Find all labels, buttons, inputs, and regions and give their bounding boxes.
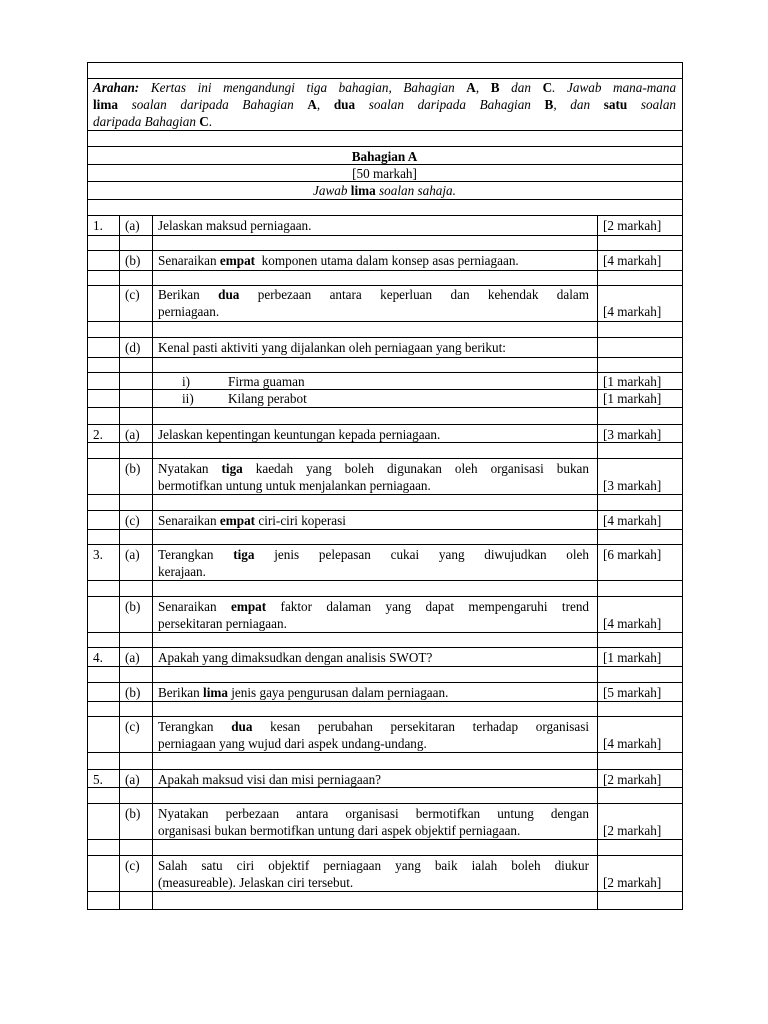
q2-number: 2. [93, 427, 103, 442]
q3-number: 3. [93, 547, 103, 562]
table-rule [87, 270, 683, 271]
q1a-label: (a) [125, 218, 140, 233]
q4c-label: (c) [125, 719, 140, 734]
q5c-marks: [2 markah] [603, 875, 662, 890]
table-rule [87, 337, 683, 338]
q1b-text: Senaraikan empat komponen utama dalam konsep asas perniagaan. [158, 253, 519, 268]
q2b-text-2: bermotifkan untung untuk menjalankan perniagaan. [158, 478, 431, 493]
table-rule [87, 250, 683, 251]
table-rule [87, 458, 683, 459]
table-rule [87, 494, 683, 495]
table-rule [682, 62, 683, 910]
q4c-text-1: Terangkan dua kesan perubahan persekitaran terhadap organisasi [158, 719, 590, 734]
q5b-text-2: organisasi bukan bermotifkan untung dari aspek objektif perniagaan. [158, 823, 521, 838]
q5c-text-2: (measureable). Jelaskan ciri tersebut. [158, 875, 354, 890]
q4-number: 4. [93, 650, 103, 665]
q1b-marks: [4 markah] [603, 253, 662, 268]
q4c-text-2: perniagaan yang wujud dari aspek undang-undang. [158, 736, 427, 751]
table-rule [87, 580, 683, 581]
q1d-text: Kenal pasti aktiviti yang dijalankan oleh perniagaan yang berikut: [158, 340, 506, 355]
table-rule [87, 235, 683, 236]
q1a-marks: [2 markah] [603, 218, 662, 233]
q3a-text-2: kerajaan. [158, 564, 206, 579]
instructions-line-2: lima soalan daripada Bahagian A, dua soalan daripada Bahagian B, dan satu soalan [93, 97, 677, 112]
section-title: Bahagian A [351, 149, 418, 164]
table-rule [87, 215, 683, 216]
table-rule [87, 682, 683, 683]
q4a-label: (a) [125, 650, 140, 665]
q3b-text-2: persekitaran perniagaan. [158, 616, 287, 631]
table-rule [87, 666, 683, 667]
table-rule [87, 632, 683, 633]
table-rule [152, 215, 153, 909]
table-rule [87, 647, 683, 648]
q2c-text: Senaraikan empat ciri-ciri koperasi [158, 513, 346, 528]
table-rule [119, 215, 120, 909]
q1d-item-2-marks: [1 markah] [603, 391, 662, 406]
q4b-marks: [5 markah] [603, 685, 662, 700]
q2a-label: (a) [125, 427, 140, 442]
table-rule [87, 596, 683, 597]
q5a-text: Apakah maksud visi dan misi perniagaan? [158, 772, 382, 787]
q2c-label: (c) [125, 513, 140, 528]
q5c-label: (c) [125, 858, 140, 873]
q1b-label: (b) [125, 253, 141, 268]
q1c-text-2: perniagaan. [158, 304, 220, 319]
q1c-text-1: Berikan dua perbezaan antara keperluan dan kehendak dalam [158, 287, 590, 302]
table-rule [87, 62, 683, 63]
table-rule [87, 769, 683, 770]
table-rule [87, 716, 683, 717]
q1a-text: Jelaskan maksud perniagaan. [158, 218, 312, 233]
q5a-marks: [2 markah] [603, 772, 662, 787]
table-rule [87, 891, 683, 892]
q1d-item-1-marks: [1 markah] [603, 374, 662, 389]
table-rule [87, 130, 683, 131]
table-rule [597, 215, 598, 909]
table-rule [87, 424, 683, 425]
q5b-text-1: Nyatakan perbezaan antara organisasi bermotifkan untung dengan [158, 806, 589, 821]
section-marks: [50 markah] [352, 166, 417, 181]
q4b-text: Berikan lima jenis gaya pengurusan dalam perniagaan. [158, 685, 449, 700]
table-rule [87, 855, 683, 856]
q1c-label: (c) [125, 287, 140, 302]
table-rule [87, 909, 683, 910]
table-rule [87, 199, 683, 200]
table-rule [87, 389, 683, 390]
q3b-text-1: Senaraikan empat faktor dalaman yang dapat mempengaruhi trend [158, 599, 590, 614]
q1d-label: (d) [125, 340, 141, 355]
q3b-marks: [4 markah] [603, 616, 662, 631]
q3b-label: (b) [125, 599, 141, 614]
q1-number: 1. [93, 218, 103, 233]
table-rule [87, 321, 683, 322]
q2c-marks: [4 markah] [603, 513, 662, 528]
q2b-marks: [3 markah] [603, 478, 662, 493]
instructions-line-1: Arahan: Kertas ini mengandungi tiga bahagian, Bahagian A, B dan C. Jawab mana-mana [93, 80, 677, 95]
q4c-marks: [4 markah] [603, 736, 662, 751]
table-rule [87, 544, 683, 545]
q5c-text-1: Salah satu ciri objektif perniagaan yang baik ialah boleh diukur [158, 858, 589, 873]
table-rule [87, 407, 683, 408]
q4b-label: (b) [125, 685, 141, 700]
q3a-marks: [6 markah] [603, 547, 662, 562]
table-rule [87, 357, 683, 358]
table-rule [87, 372, 683, 373]
table-rule [87, 803, 683, 804]
table-rule [87, 839, 683, 840]
q5-number: 5. [93, 772, 103, 787]
q1d-item-1-num: i) [182, 374, 191, 389]
q1d-item-2-num: ii) [182, 391, 194, 406]
q4a-marks: [1 markah] [603, 650, 662, 665]
q2b-label: (b) [125, 461, 141, 476]
q4a-text: Apakah yang dimaksudkan dengan analisis SWOT? [158, 650, 433, 665]
q3a-label: (a) [125, 547, 140, 562]
table-rule [87, 529, 683, 530]
q1d-item-2-text: Kilang perabot [228, 391, 307, 406]
q2b-text-1: Nyatakan tiga kaedah yang boleh digunakan oleh organisasi bukan [158, 461, 590, 476]
q3a-text-1: Terangkan tiga jenis pelepasan cukai yang diwujudkan oleh [158, 547, 590, 562]
q2a-marks: [3 markah] [603, 427, 662, 442]
table-rule [87, 146, 683, 147]
q5b-label: (b) [125, 806, 141, 821]
table-rule [87, 752, 683, 753]
q1d-item-1-text: Firma guaman [228, 374, 305, 389]
q5b-marks: [2 markah] [603, 823, 662, 838]
section-instruction: Jawab lima soalan sahaja. [313, 183, 456, 198]
q2a-text: Jelaskan kepentingan keuntungan kepada perniagaan. [158, 427, 441, 442]
table-rule [87, 510, 683, 511]
instructions-line-3: daripada Bahagian C. [93, 114, 213, 129]
q1c-marks: [4 markah] [603, 304, 662, 319]
table-rule [87, 701, 683, 702]
q5a-label: (a) [125, 772, 140, 787]
